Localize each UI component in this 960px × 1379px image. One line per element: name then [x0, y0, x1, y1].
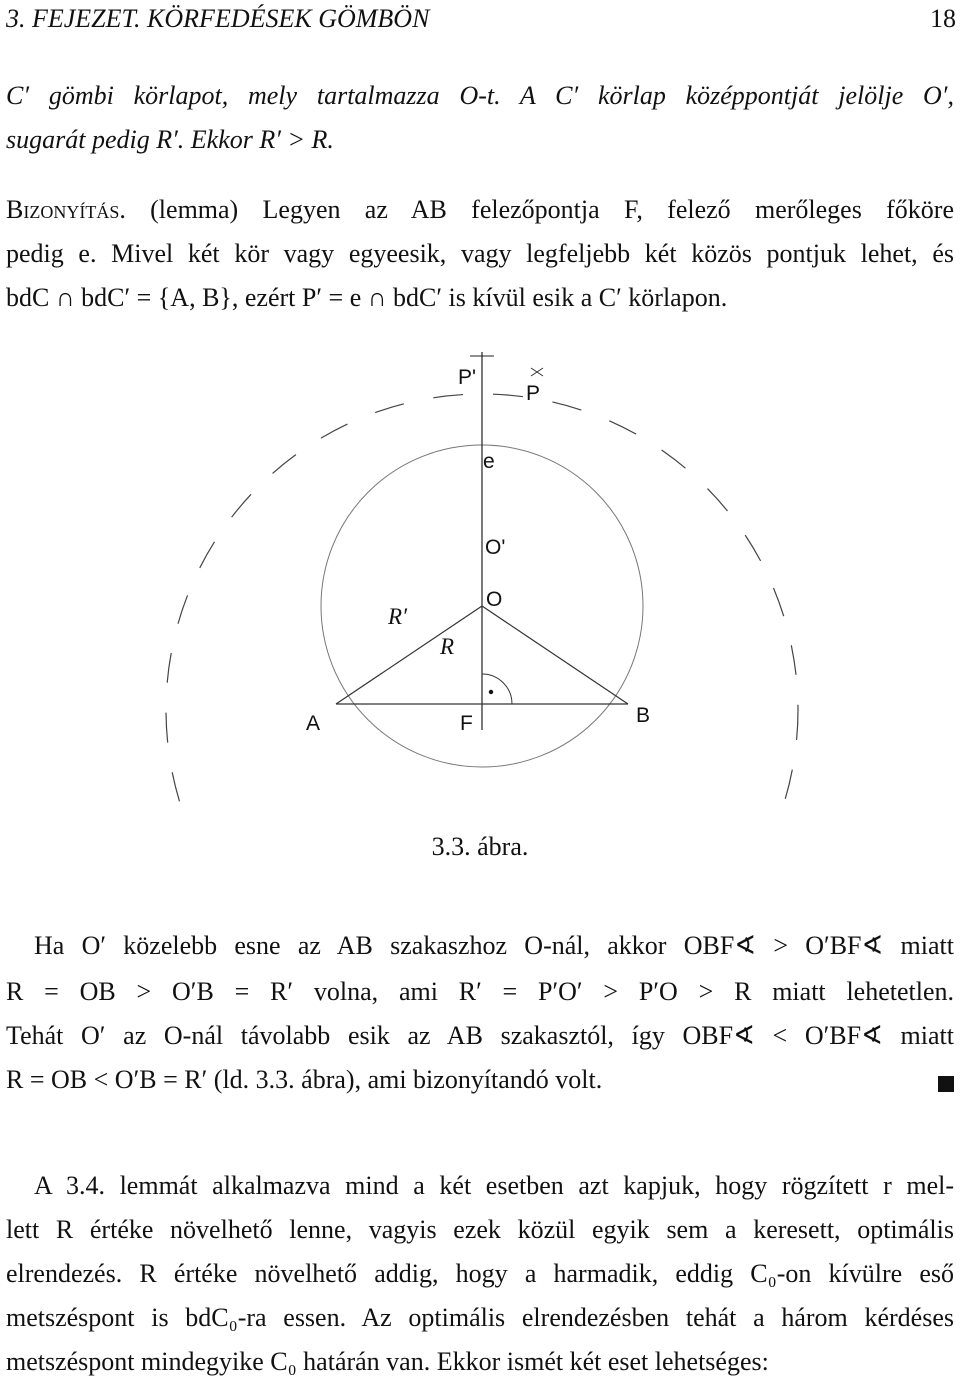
text-line: metszéspont is bdC₀-ra essen. Az optimális elrendezésben tehát a három kérdéses [6, 1303, 954, 1332]
label-e: e [483, 450, 495, 473]
text-line: A 3.4. lemmát alkalmazva mind a két esetben azt kapjuk, hogy rögzített r mel- [34, 1171, 954, 1200]
text-line: R = OB < O′B = R′ (ld. 3.3. ábra), ami bizonyítandó volt. [6, 1065, 603, 1094]
proof-heading: Bizonyítás. [6, 195, 126, 224]
figure-diagram [0, 340, 960, 820]
chapter-title: 3. FEJEZET. KÖRFEDÉSEK GÖMBÖN [6, 4, 430, 33]
label-r: R [440, 634, 455, 659]
figure-caption: 3.3. ábra. [431, 832, 529, 861]
page-number: 18 [930, 4, 956, 33]
text-line: Tehát O′ az O-nál távolabb esik az AB szakasztól, így OBF∢ < O′BF∢ miatt [6, 1021, 954, 1050]
text-line: C′ gömbi körlapot, mely tartalmazza O-t. A C′ körlap középpontját jelölje O′, [6, 81, 954, 110]
label-p-prime: P' [458, 366, 477, 389]
label-f: F [460, 712, 473, 735]
label-r-prime: R′ [388, 604, 408, 629]
label-a: A [306, 712, 321, 735]
running-head [0, 4, 960, 38]
radius-oa [336, 606, 482, 704]
text-line: metszéspont mindegyike C₀ határán van. Ekkor ismét két eset lehetséges: [6, 1347, 769, 1376]
qed-square [938, 1076, 954, 1092]
text-line: Bizonyítás. (lemma) Legyen az AB felezőpontja F, felező merőleges főköre [6, 195, 954, 224]
label-o: O [486, 588, 503, 611]
text-line: sugarát pedig R′. Ekkor R′ > R. [6, 125, 334, 154]
label-o-prime: O' [485, 536, 506, 559]
text-line: R = OB > O′B = R′ volna, ami R′ = P′O′ > P′O > R miatt lehetetlen. [6, 977, 954, 1006]
right-angle-mark [482, 674, 512, 704]
label-p: P [526, 382, 541, 405]
text-line: Ha O′ közelebb esne az AB szakaszhoz O-nál, akkor OBF∢ > O′BF∢ miatt [34, 931, 954, 960]
text-line: pedig e. Mivel két kör vagy egyeesik, vagy legfeljebb két közös pontjuk lehet, és [6, 239, 954, 268]
text-line: lett R értéke növelhető lenne, vagyis ezek közül egyik sem a keresett, optimális [6, 1215, 954, 1244]
text-line: bdC ∩ bdC′ = {A, B}, ezért P′ = e ∩ bdC′ is kívül esik a C′ körlapon. [6, 283, 728, 312]
text-line: elrendezés. R értéke növelhető addig, hogy a harmadik, eddig C₀-on kívülre eső [6, 1259, 954, 1288]
right-angle-dot [489, 690, 493, 694]
label-b: B [636, 704, 651, 727]
radius-ob [482, 606, 628, 704]
